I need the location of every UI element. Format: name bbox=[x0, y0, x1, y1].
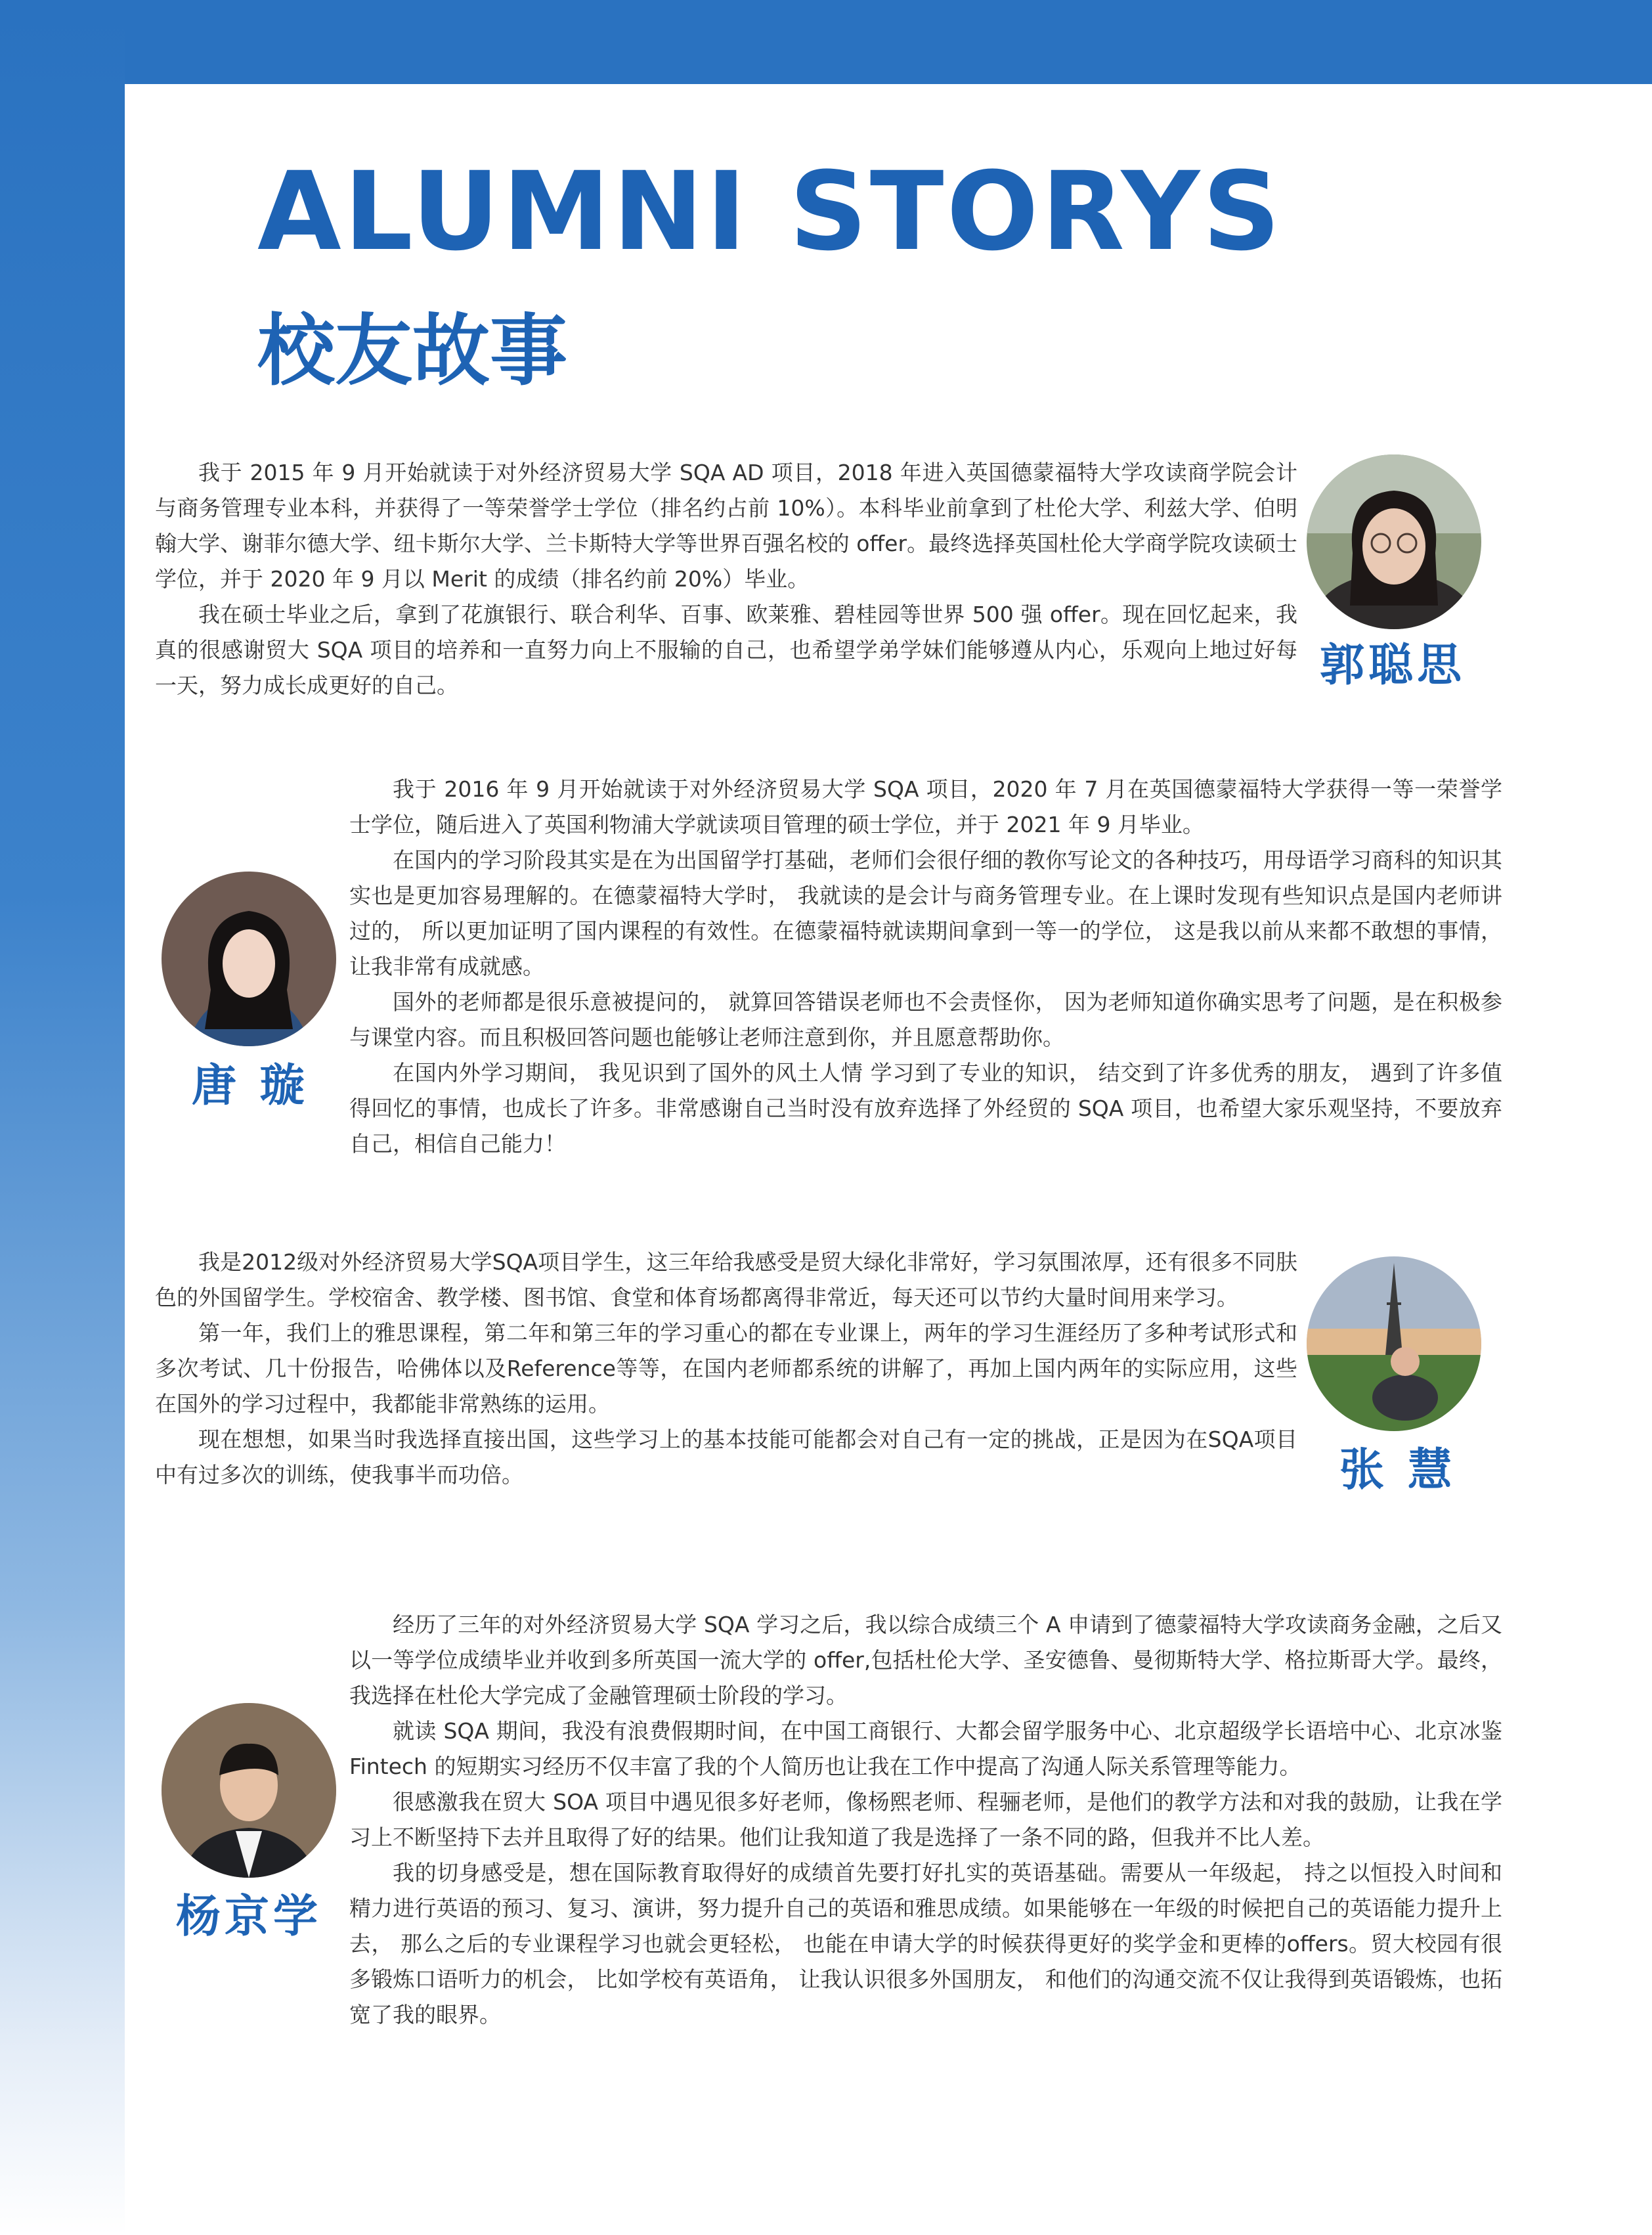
page-title-chinese: 校友故事 bbox=[257, 305, 568, 396]
page-title-english: ALUMNI STORYS bbox=[257, 148, 1284, 275]
story-paragraph: 在国内外学习期间， 我见识到了国外的风土人情 学习到了专业的知识， 结交到了许多优秀的朋友， 遇到了许多值得回忆的事情，也成长了许多。非常感谢自己当时没有放弃选择了外经贸的 SQA 项目，也希望大家乐观坚持，不要放弃自己，相信自己能力！ bbox=[349, 1060, 1502, 1157]
story-paragraph: 很感激我在贸大 SOA 项目中遇见很多好老师，像杨熙老师、程骊老师，是他们的教学方法和对我的鼓励，让我在学习上不断坚持下去并且取得了好的结果。他们让我知道了我是选择了一条不同的路，但我并不比人差。 bbox=[349, 1789, 1502, 1850]
avatar-yang bbox=[162, 1703, 336, 1878]
story-zhang-text bbox=[155, 1245, 1297, 1493]
story-paragraph: 经历了三年的对外经济贸易大学 SQA 学习之后，我以综合成绩三个 A 申请到了德蒙福特大学攻读商务金融，之后又以一等学位成绩毕业并收到多所英国一流大学的 offer,包括杜伦大学、圣安德鲁、曼彻斯特大学、格拉斯哥大学。最终，我选择在杜伦大学完成了金融管理硕士阶段的学习。 bbox=[349, 1612, 1502, 1708]
story-paragraph: 第一年，我们上的雅思课程，第二年和第三年的学习重心的都在专业课上，两年的学习生涯经历了多种考试形式和多次考试、几十份报告，哈佛体以及Reference等等，在国内老师都系统的讲解了，再加上国内两年的实际应用，这些在国外的学习过程中，我都能非常熟练的运用。 bbox=[155, 1320, 1297, 1417]
story-paragraph: 我于 2016 年 9 月开始就读于对外经济贸易大学 SQA 项目，2020 年 7 月在英国德蒙福特大学获得一等一荣誉学士学位，随后进入了英国利物浦大学就读项目管理的硕士学位，并于 2021 年 9 月毕业。 bbox=[349, 776, 1502, 837]
avatar-tang bbox=[162, 872, 336, 1046]
top-color-band bbox=[0, 0, 1652, 84]
person-name-tang: 唐 璇 bbox=[192, 1060, 309, 1112]
story-guo-text bbox=[155, 455, 1297, 703]
story-paragraph: 现在想想，如果当时我选择直接出国，这些学习上的基本技能可能都会对自己有一定的挑战，正是因为在SQA项目中有过多次的训练，使我事半而功倍。 bbox=[155, 1427, 1297, 1488]
story-tang-text bbox=[349, 772, 1502, 1162]
story-yang-text bbox=[349, 1607, 1502, 2033]
story-paragraph: 我于 2015 年 9 月开始就读于对外经济贸易大学 SQA AD 项目，2018 年进入英国德蒙福特大学攻读商学院会计与商务管理专业本科，并获得了一等荣誉学士学位（排名约占前 10%）。本科毕业前拿到了杜伦大学、利兹大学、伯明翰大学、谢菲尔德大学、纽卡斯尔大学、兰卡斯特大学等世界百强名校的 offer。最终选择英国杜伦大学商学院攻读硕士学位，并于 2020 年 9 月以 Merit 的成绩（排名约前 20%）毕业。 bbox=[155, 460, 1297, 592]
story-paragraph: 我在硕士毕业之后，拿到了花旗银行、联合利华、百事、欧莱雅、碧桂园等世界 500 强 offer。现在回忆起来，我真的很感谢贸大 SQA 项目的培养和一直努力向上不服输的自己，也希望学弟学妹们能够遵从内心，乐观向上地过好每一天，努力成长成更好的自己。 bbox=[155, 602, 1297, 698]
story-paragraph: 我的切身感受是，想在国际教育取得好的成绩首先要打好扎实的英语基础。需要从一年级起， 持之以恒投入时间和精力进行英语的预习、复习、演讲，努力提升自己的英语和雅思成绩。如果能够在一年级的时候把自己的英语能力提升上去， 那么之后的专业课程学习也就会更轻松， 也能在申请大学的时候获得更好的奖学金和更棒的offers。贸大校园有很多锻炼口语听力的机会， 比如学校有英语角， 让我认识很多外国朋友， 和他们的沟通交流不仅让我得到英语锻炼，也拓宽了我的眼界。 bbox=[349, 1860, 1502, 2027]
story-paragraph: 国外的老师都是很乐意被提问的， 就算回答错误老师也不会责怪你， 因为老师知道你确实思考了问题，是在积极参与课堂内容。而且积极回答问题也能够让老师注意到你，并且愿意帮助你。 bbox=[349, 989, 1502, 1050]
person-name-zhang: 张 慧 bbox=[1339, 1444, 1456, 1496]
avatar-guo bbox=[1307, 454, 1481, 629]
person-name-guo: 郭聪思 bbox=[1320, 640, 1466, 692]
story-paragraph: 我是2012级对外经济贸易大学SQA项目学生，这三年给我感受是贸大绿化非常好，学习氛围浓厚，还有很多不同肤色的外国留学生。学校宿舍、教学楼、图书馆、食堂和体育场都离得非常近，每天还可以节约大量时间用来学习。 bbox=[155, 1249, 1297, 1310]
left-color-band bbox=[0, 0, 125, 2235]
story-paragraph: 就读 SQA 期间，我没有浪费假期时间，在中国工商银行、大都会留学服务中心、北京超级学长语培中心、北京冰鉴 Fintech 的短期实习经历不仅丰富了我的个人简历也让我在工作中提高了沟通人际关系管理等能力。 bbox=[349, 1718, 1502, 1779]
person-name-yang: 杨京学 bbox=[176, 1891, 322, 1943]
story-paragraph: 在国内的学习阶段其实是在为出国留学打基础，老师们会很仔细的教你写论文的各种技巧，用母语学习商科的知识其实也是更加容易理解的。在德蒙福特大学时， 我就读的是会计与商务管理专业。在上课时发现有些知识点是国内老师讲过的， 所以更加证明了国内课程的有效性。在德蒙福特就读期间拿到一等一的学位， 这是我以前从来都不敢想的事情，让我非常有成就感。 bbox=[349, 847, 1502, 979]
avatar-zhang bbox=[1307, 1256, 1481, 1431]
